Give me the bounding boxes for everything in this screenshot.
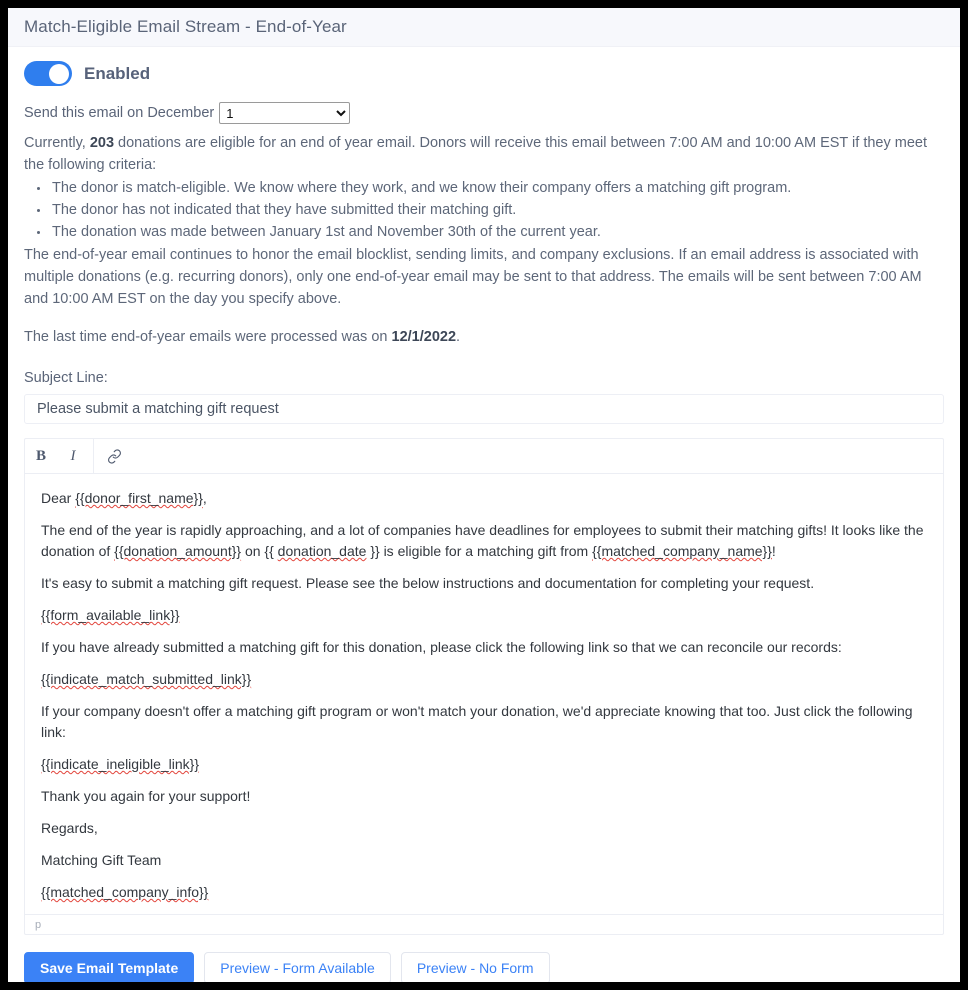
editor-content-area[interactable]	[25, 474, 943, 914]
last-processed-suffix: .	[456, 329, 461, 345]
editor-text-run: If you have already submitted a matching gift for this donation, please click the following link so that we can reconcile our records:	[41, 639, 842, 655]
editor-text-run: Regards,	[41, 820, 98, 836]
editor-text-run: }} is eligible for a matching gift from	[366, 543, 593, 559]
email-body-editor	[24, 438, 944, 935]
enabled-toggle-row	[24, 61, 944, 86]
eligible-donation-count: 203	[89, 135, 115, 151]
send-day-label: Send this email on December	[24, 105, 215, 121]
editor-text-run: Thank you again for your support!	[41, 788, 251, 804]
policy-paragraph: The end-of-year email continues to honor the email blocklist, sending limits, and company exclusions. If an email address is associated with multiple donations (e.g. recurring donors), only one end-of-year email may be sent to that address. The emails will be sent between 7:00 AM and 10:00 AM EST on the day you specify above.	[24, 247, 922, 307]
preview-form-available-button[interactable]: Preview - Form Available	[204, 952, 391, 982]
template-variable-token: {{form_available_link}}	[41, 607, 180, 623]
subject-line-input[interactable]	[24, 394, 944, 424]
editor-paragraph-easy-to-submit	[41, 573, 927, 594]
editor-text-run: !	[771, 543, 776, 559]
template-variable-token: donation_date	[277, 543, 367, 559]
editor-paragraph-intro	[41, 520, 927, 562]
editor-paragraph-signature	[41, 850, 927, 871]
list-item: • The donor has not indicated that they have submitted their matching gift.	[50, 199, 944, 221]
template-variable-token: {{matched_company_name}}	[592, 543, 772, 559]
action-button-row	[24, 935, 944, 982]
editor-toolbar	[25, 439, 943, 474]
editor-text-run: ,	[202, 490, 207, 506]
eligibility-prefix: Currently,	[24, 135, 90, 151]
last-processed-paragraph	[24, 326, 944, 348]
editor-paragraph-greeting	[41, 488, 927, 509]
eligibility-suffix: donations are eligible for an end of year email. Donors will receive this email between 7:00 AM and 10:00 AM EST if they meet the following criteria:	[24, 135, 927, 173]
link-button[interactable]	[98, 439, 130, 473]
template-variable-token: {{indicate_match_submitted_link}}	[41, 671, 252, 687]
send-day-row	[24, 102, 944, 124]
editor-text-run: If your company doesn't offer a matching gift program or won't match your donation, we'd appreciate knowing that too. Just click the following link:	[41, 703, 913, 740]
template-variable-token: {{indicate_ineligible_link}}	[41, 756, 200, 772]
card-header	[8, 8, 960, 47]
email-stream-card	[8, 8, 960, 982]
card-body	[8, 47, 960, 982]
criteria-list	[24, 177, 944, 243]
editor-element-path: p	[25, 914, 943, 934]
template-variable-token: {{donation_amount}}	[114, 543, 242, 559]
save-email-template-button[interactable]: Save Email Template	[24, 952, 194, 982]
toolbar-divider	[93, 439, 94, 473]
eligibility-summary	[24, 132, 944, 176]
editor-text-run: Dear	[41, 490, 76, 506]
editor-paragraph-match-submitted-link	[41, 669, 927, 690]
send-day-select[interactable]	[219, 102, 350, 124]
enabled-toggle[interactable]	[24, 61, 72, 86]
preview-no-form-button[interactable]: Preview - No Form	[401, 952, 550, 982]
enabled-toggle-label: Enabled	[84, 63, 151, 83]
editor-paragraph-thank-you	[41, 786, 927, 807]
template-variable-token: {{matched_company_info}}	[41, 884, 209, 900]
editor-paragraph-form-available-link	[41, 605, 927, 626]
italic-button[interactable]: I	[70, 447, 76, 464]
editor-paragraph-regards	[41, 818, 927, 839]
editor-paragraph-ineligible-link	[41, 754, 927, 775]
list-item: • The donation was made between January 1st and November 30th of the current year.	[50, 221, 944, 243]
last-processed-date: 12/1/2022	[391, 329, 457, 345]
template-variable-token: {{donor_first_name}}	[75, 490, 203, 506]
editor-text-run: on {{	[241, 543, 278, 559]
editor-text-run: It's easy to submit a matching gift request. Please see the below instructions and documentation for completing your request.	[41, 575, 815, 591]
editor-text-run: The end of the year is rapidly approaching, and a lot of companies have deadlines for employees to submit their matching gifts! It looks like the donation of	[41, 522, 924, 559]
editor-text-run: Matching Gift Team	[41, 852, 162, 868]
editor-paragraph-already-submitted	[41, 637, 927, 658]
page-title: Match-Eligible Email Stream - End-of-Year	[24, 17, 347, 36]
link-icon	[107, 449, 122, 464]
editor-paragraph-no-program	[41, 701, 927, 743]
editor-paragraph-company-info	[41, 882, 927, 903]
subject-line-label: Subject Line:	[24, 370, 108, 386]
last-processed-prefix: The last time end-of-year emails were processed was on	[24, 329, 392, 345]
list-item: • The donor is match-eligible. We know where they work, and we know their company offers a matching gift program.	[50, 177, 944, 199]
bold-button[interactable]: B	[35, 447, 46, 464]
toggle-knob	[49, 64, 69, 84]
